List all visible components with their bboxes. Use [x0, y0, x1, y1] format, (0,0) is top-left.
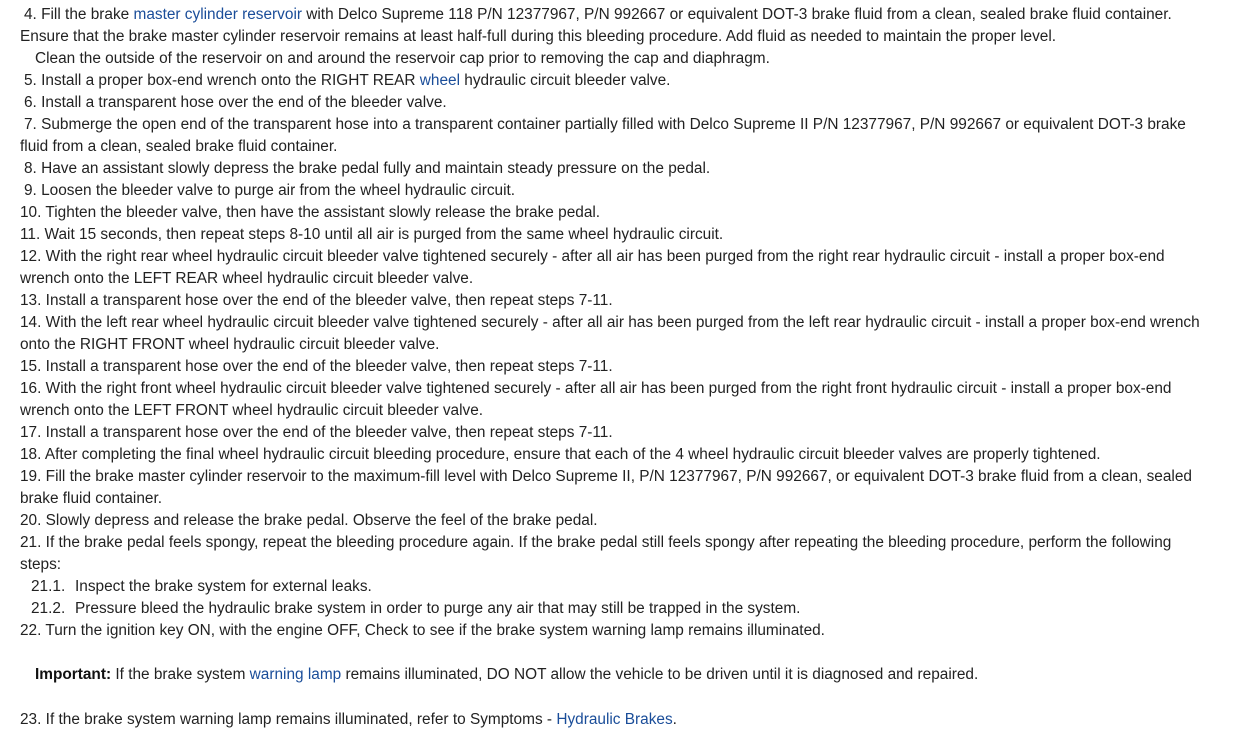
- step-4-line-2: Ensure that the brake master cylinder reservoir remains at least half-full during this bleeding procedure. Add fluid as needed to maintain the proper level.: [20, 28, 1057, 45]
- substep-21-2-number: 21.2.: [31, 600, 66, 617]
- step-8: 8. Have an assistant slowly depress the brake pedal fully and maintain steady pressure on the pedal.: [24, 160, 711, 177]
- step-21-line-1: 21. If the brake pedal feels spongy, repeat the bleeding procedure again. If the brake pedal still feels spongy after repeating the bleeding procedure, perform the following: [20, 534, 1172, 551]
- step-15: 15. Install a transparent hose over the end of the bleeder valve, then repeat steps 7-11.: [20, 358, 613, 375]
- important-text-pre: If the brake system: [111, 666, 250, 683]
- procedure-document: [20, 4, 1244, 731]
- step-5: [20, 70, 1244, 92]
- step-14-line-1: 14. With the left rear wheel hydraulic circuit bleeder valve tightened securely - after all air has been purged from the left rear hydraulic circuit - install a proper box-end wrench: [20, 314, 1200, 331]
- substep-21-1: [20, 576, 1244, 598]
- step-23-text-post: .: [672, 711, 677, 728]
- step-7-line-1: 7. Submerge the open end of the transparent hose into a transparent container partially filled with Delco Supreme II P/N 12377967, P/N 992667 or equivalent DOT-3 brake: [24, 116, 1186, 133]
- step-20: 20. Slowly depress and release the brake pedal. Observe the feel of the brake pedal.: [20, 512, 598, 529]
- step-23: [20, 709, 1244, 731]
- step-4-line-1: [20, 4, 1244, 26]
- step-10: 10. Tighten the bleeder valve, then have the assistant slowly release the brake pedal.: [20, 204, 601, 221]
- important-label: Important:: [35, 666, 112, 683]
- step-6: 6. Install a transparent hose over the end of the bleeder valve.: [24, 94, 447, 111]
- step-22: 22. Turn the ignition key ON, with the engine OFF, Check to see if the brake system warning lamp remains illuminated.: [20, 622, 825, 639]
- step-9: 9. Loosen the bleeder valve to purge air from the wheel hydraulic circuit.: [24, 182, 516, 199]
- important-text-post: remains illuminated, DO NOT allow the vehicle to be driven until it is diagnosed and repaired.: [341, 666, 979, 683]
- wheel-link[interactable]: wheel: [419, 72, 461, 89]
- step-5-text-pre: 5. Install a proper box-end wrench onto the RIGHT REAR: [24, 72, 420, 89]
- step-16-line-2: wrench onto the LEFT FRONT wheel hydraulic circuit bleeder valve.: [20, 402, 484, 419]
- spacer: [20, 686, 1244, 709]
- step-5-text-post: hydraulic circuit bleeder valve.: [460, 72, 671, 89]
- step-19-line-1: 19. Fill the brake master cylinder reservoir to the maximum-fill level with Delco Supreme II, P/N 12377967, P/N 992667, or equivalent DOT-3 brake fluid from a clean, sealed: [20, 468, 1192, 485]
- step-16-line-1: 16. With the right front wheel hydraulic circuit bleeder valve tightened securely - after all air has been purged from the right front hydraulic circuit - install a proper box-end: [20, 380, 1172, 397]
- spacer: [20, 642, 1244, 664]
- step-21-line-2: steps:: [20, 556, 62, 573]
- master-cylinder-reservoir-link[interactable]: master cylinder reservoir: [133, 6, 302, 23]
- step-17: 17. Install a transparent hose over the end of the bleeder valve, then repeat steps 7-11.: [20, 424, 613, 441]
- step-18: 18. After completing the final wheel hydraulic circuit bleeding procedure, ensure that each of the 4 wheel hydraulic circuit bleeder valves are properly tightened.: [20, 446, 1101, 463]
- step-4-text-pre: 4. Fill the brake: [24, 6, 134, 23]
- substep-21-2: [20, 598, 1244, 620]
- step-7-line-2: fluid from a clean, sealed brake fluid container.: [20, 138, 338, 155]
- step-14-line-2: onto the RIGHT FRONT wheel hydraulic circuit bleeder valve.: [20, 336, 440, 353]
- hydraulic-brakes-link[interactable]: Hydraulic Brakes: [556, 711, 673, 728]
- step-13: 13. Install a transparent hose over the end of the bleeder valve, then repeat steps 7-11.: [20, 292, 613, 309]
- substep-21-1-number: 21.1.: [31, 578, 66, 595]
- substep-21-1-text: Inspect the brake system for external leaks.: [75, 578, 372, 595]
- step-23-text-pre: 23. If the brake system warning lamp remains illuminated, refer to Symptoms -: [20, 711, 557, 728]
- substep-21-2-text: Pressure bleed the hydraulic brake system in order to purge any air that may still be trapped in the system.: [75, 600, 801, 617]
- important-note: [20, 664, 1244, 686]
- step-11: 11. Wait 15 seconds, then repeat steps 8-10 until all air is purged from the same wheel hydraulic circuit.: [20, 226, 724, 243]
- step-12-line-2: wrench onto the LEFT REAR wheel hydraulic circuit bleeder valve.: [20, 270, 474, 287]
- step-4-text-post: with Delco Supreme 118 P/N 12377967, P/N 992667 or equivalent DOT-3 brake fluid from a clean, sealed brake fluid container.: [302, 6, 1172, 23]
- step-12-line-1: 12. With the right rear wheel hydraulic circuit bleeder valve tightened securely - after all air has been purged from the right rear hydraulic circuit - install a proper box-end: [20, 248, 1165, 265]
- step-19-line-2: brake fluid container.: [20, 490, 163, 507]
- step-4-note: Clean the outside of the reservoir on and around the reservoir cap prior to removing the cap and diaphragm.: [35, 50, 770, 67]
- warning-lamp-link[interactable]: warning lamp: [249, 666, 342, 683]
